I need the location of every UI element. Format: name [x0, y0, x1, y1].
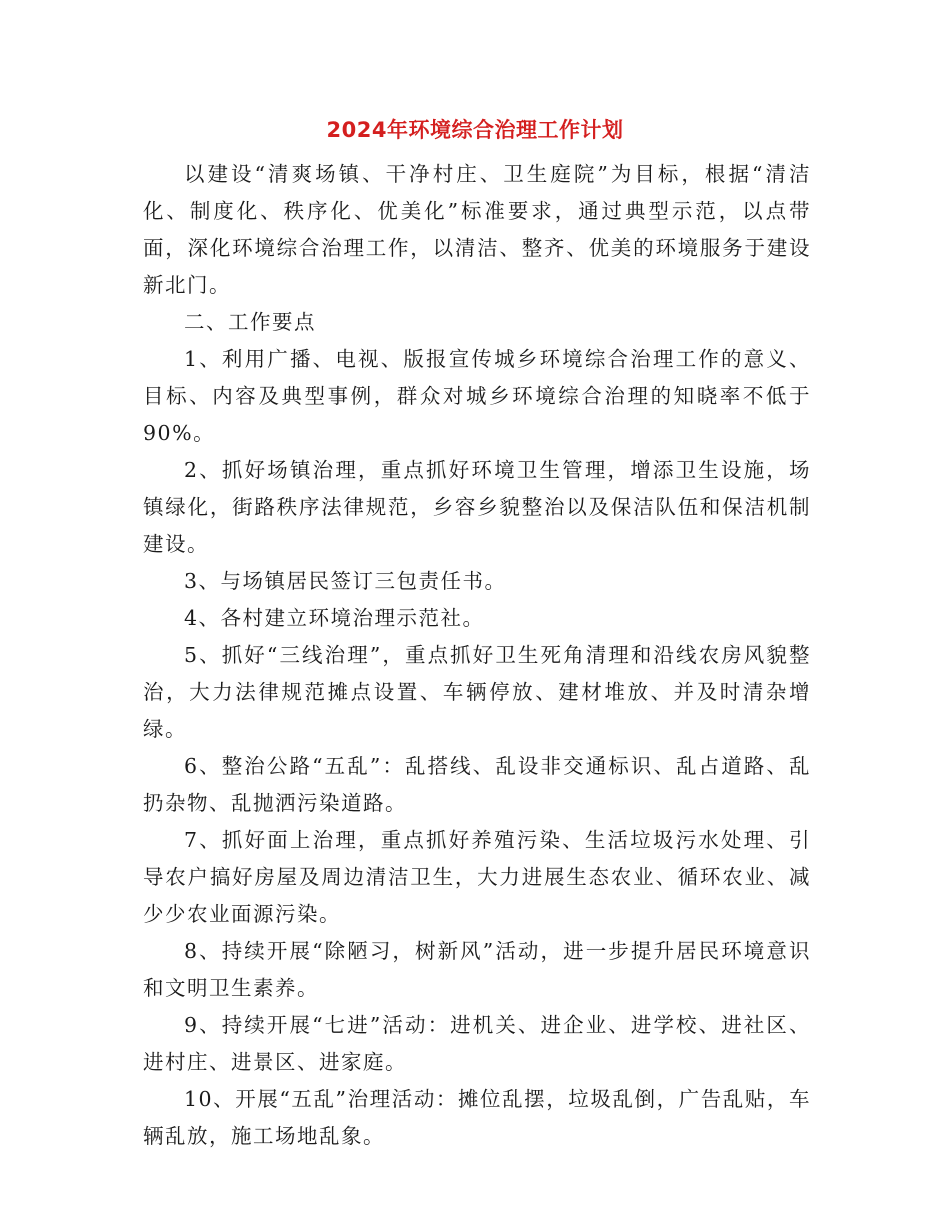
list-item: 5、抓好“三线治理”，重点抓好卫生死角清理和沿线农房风貌整治，大力法律规范摊点设置、车辆停放、建材堆放、并及时清杂增绿。	[143, 643, 811, 741]
list-item: 3、与场镇居民签订三包责任书。	[184, 569, 507, 593]
document-title: 2024年环境综合治理工作计划	[326, 118, 624, 142]
list-item: 1、利用广播、电视、版报宣传城乡环境综合治理工作的意义、目标、内容及典型事例，群众对城乡环境综合治理的知晓率不低于90%。	[143, 347, 811, 445]
list-item: 4、各村建立环境治理示范社。	[184, 606, 485, 630]
list-item: 9、持续开展“七进”活动：进机关、进企业、进学校、进社区、进村庄、进景区、进家庭。	[143, 1013, 811, 1074]
section-heading: 二、工作要点	[184, 310, 316, 334]
intro-paragraph: 以建设“清爽场镇、干净村庄、卫生庭院”为目标，根据“清洁化、制度化、秩序化、优美化”标准要求，通过典型示范，以点带面，深化环境综合治理工作，以清洁、整齐、优美的环境服务于建设新北门。	[143, 162, 811, 297]
list-item: 6、整治公路“五乱”：乱搭线、乱设非交通标识、乱占道路、乱扔杂物、乱抛洒污染道路。	[143, 754, 811, 815]
list-item: 10、开展“五乱”治理活动：摊位乱摆，垃圾乱倒，广告乱贴，车辆乱放，施工场地乱象。	[143, 1087, 811, 1148]
list-item: 8、持续开展“除陋习，树新风”活动，进一步提升居民环境意识和文明卫生素养。	[143, 939, 811, 1000]
list-item: 7、抓好面上治理，重点抓好养殖污染、生活垃圾污水处理、引导农户搞好房屋及周边清洁卫生，大力进展生态农业、循环农业、减少少农业面源污染。	[143, 828, 811, 926]
document-body	[143, 156, 811, 1155]
list-item: 2、抓好场镇治理，重点抓好环境卫生管理，增添卫生设施，场镇绿化，街路秩序法律规范，乡容乡貌整治以及保洁队伍和保洁机制建设。	[143, 458, 811, 556]
